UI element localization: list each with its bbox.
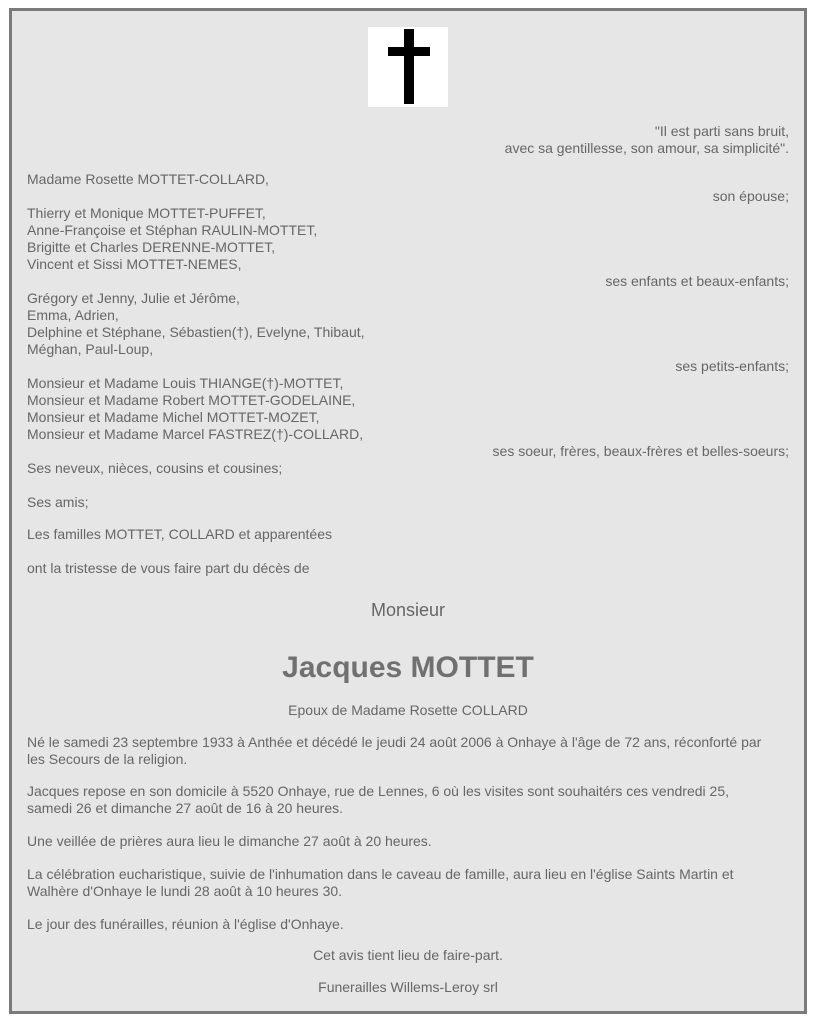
notice-line: Cet avis tient lieu de faire-part. bbox=[313, 947, 503, 963]
birth-death-line-1: Né le samedi 23 septembre 1933 à Anthée et décédé le jeudi 24 août 2006 à Onhaye à l'âge de 72 ans, réconforté par bbox=[27, 734, 762, 750]
meeting-line: Le jour des funérailles, réunion à l'église d'Onhaye. bbox=[27, 916, 344, 932]
grandchildren-relation: ses petits-enfants; bbox=[675, 358, 789, 374]
visit-line-1: Jacques repose en son domicile à 5520 Onhaye, rue de Lennes, 6 où les visites sont souhaitérs ces vendredi 25, bbox=[27, 783, 729, 799]
child-name: Vincent et Sissi MOTTET-NEMES, bbox=[27, 256, 242, 272]
mass-line-1: La célébration eucharistique, suivie de l'inhumation dans le caveau de famille, aura lieu en l'église Saints Martin et bbox=[27, 866, 734, 882]
notice-body bbox=[27, 11, 789, 1011]
spouse-relation: son épouse; bbox=[712, 188, 789, 204]
child-name: Thierry et Monique MOTTET-PUFFET, bbox=[27, 205, 266, 221]
sibling-name: Monsieur et Madame Robert MOTTET-GODELAINE, bbox=[27, 392, 356, 408]
announcement-line: ont la tristesse de vous faire part du décès de bbox=[27, 560, 310, 576]
nephews-line: Ses neveux, nièces, cousins et cousines; bbox=[27, 460, 283, 476]
child-name: Brigitte et Charles DERENNE-MOTTET, bbox=[27, 239, 276, 255]
families-line: Les familles MOTTET, COLLARD et apparentées bbox=[27, 526, 333, 542]
grandchild-name: Méghan, Paul-Loup, bbox=[27, 341, 154, 357]
grandchild-name: Delphine et Stéphane, Sébastien(†), Evelyne, Thibaut, bbox=[27, 324, 365, 340]
deceased-name: Jacques MOTTET bbox=[282, 651, 534, 684]
grandchild-name: Grégory et Jenny, Julie et Jérôme, bbox=[27, 290, 240, 306]
quote-line-1: "Il est parti sans bruit, bbox=[654, 123, 789, 139]
sibling-name: Monsieur et Madame Louis THIANGE(†)-MOTTET, bbox=[27, 375, 344, 391]
quote-line-2: avec sa gentillesse, son amour, sa simplicité". bbox=[504, 140, 789, 156]
visit-line-2: samedi 26 et dimanche 27 août de 16 à 20 heures. bbox=[27, 800, 343, 816]
child-name: Anne-Françoise et Stéphan RAULIN-MOTTET, bbox=[27, 222, 318, 238]
company-name: Funerailles Willems-Leroy srl bbox=[318, 979, 498, 995]
deceased-spouse: Epoux de Madame Rosette COLLARD bbox=[288, 702, 528, 718]
sibling-name: Monsieur et Madame Marcel FASTREZ(†)-COLLARD, bbox=[27, 426, 364, 442]
grandchild-name: Emma, Adrien, bbox=[27, 307, 119, 323]
children-relation: ses enfants et beaux-enfants; bbox=[605, 273, 789, 289]
vigil-line: Une veillée de prières aura lieu le dimanche 27 août à 20 heures. bbox=[27, 833, 432, 849]
friends-line: Ses amis; bbox=[27, 494, 89, 510]
death-notice-frame bbox=[9, 8, 807, 1014]
deceased-title: Monsieur bbox=[370, 600, 446, 620]
sibling-name: Monsieur et Madame Michel MOTTET-MOZET, bbox=[27, 409, 320, 425]
siblings-relation: ses soeur, frères, beaux-frères et belles-soeurs; bbox=[492, 443, 789, 459]
spouse-name: Madame Rosette MOTTET-COLLARD, bbox=[27, 171, 269, 187]
birth-death-line-2: les Secours de la religion. bbox=[27, 751, 188, 767]
mass-line-2: Walhère d'Onhaye le lundi 28 août à 10 heures 30. bbox=[27, 883, 343, 899]
